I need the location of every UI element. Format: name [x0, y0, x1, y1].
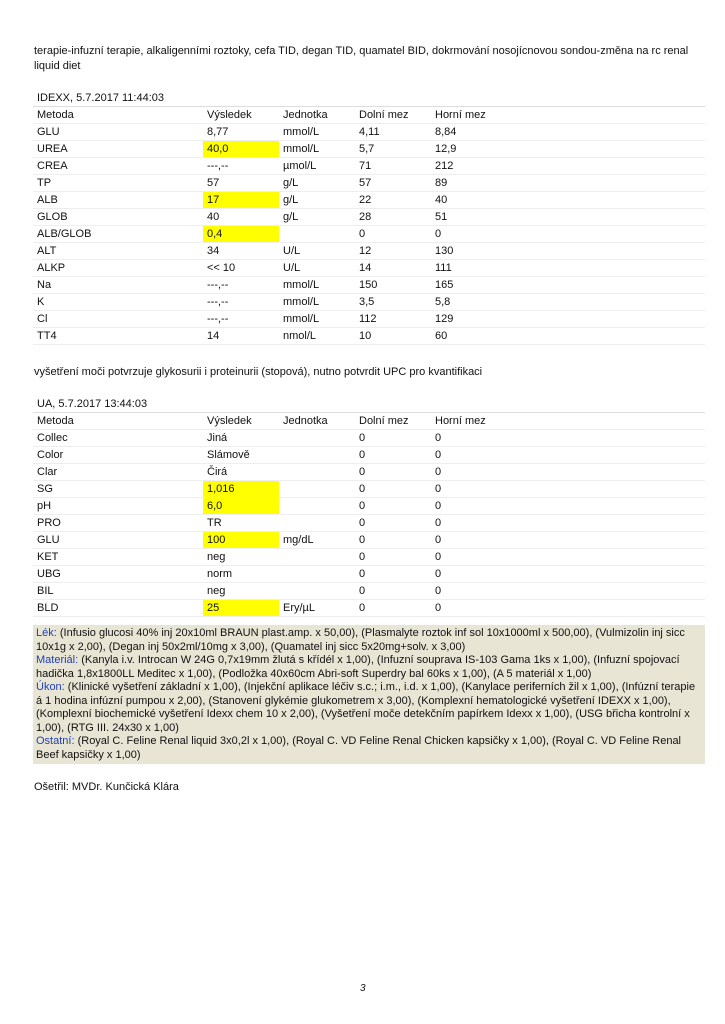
table-cell: ALB [33, 192, 203, 209]
table-row [33, 124, 705, 141]
table-row [33, 481, 705, 498]
table-cell: << 10 [203, 260, 279, 277]
table-cell: 57 [355, 175, 431, 192]
table-cell: 0 [431, 498, 705, 515]
table-cell: 40 [431, 192, 705, 209]
table-cell: TP [33, 175, 203, 192]
table-cell: 0 [431, 600, 705, 617]
billing-notes [33, 625, 705, 764]
table-cell: 0 [431, 464, 705, 481]
table-row [33, 328, 705, 345]
table-cell: ---,-- [203, 158, 279, 175]
table-cell: 34 [203, 243, 279, 260]
table-cell: TT4 [33, 328, 203, 345]
table-cell [279, 583, 355, 600]
table-header-row [33, 413, 705, 430]
table-cell: 25 [203, 600, 279, 617]
column-header: Jednotka [279, 107, 355, 124]
table-row [33, 549, 705, 566]
table-cell: µmol/L [279, 158, 355, 175]
table-row [33, 464, 705, 481]
column-header: Výsledek [203, 107, 279, 124]
table-row [33, 243, 705, 260]
table-cell: Clar [33, 464, 203, 481]
table-cell: Collec [33, 430, 203, 447]
table-cell: 60 [431, 328, 705, 345]
table-cell: 0 [431, 532, 705, 549]
table-cell [279, 464, 355, 481]
page-number: 3 [360, 983, 366, 994]
treated-by: Ošetřil: MVDr. Kunčická Klára [34, 781, 179, 793]
table-cell: ALB/GLOB [33, 226, 203, 243]
note-material: Materiál: (Kanyla i.v. Introcan W 24G 0,7x19mm žlutá s křídél x 1,00), (Infuzní souprava IS-103 Gama 1ks x 1,00), (Infuzní spojovací hadička 1,8x1800LL Meditec x 1,00), (Podložka 40x60cm Abri-soft Superdry bal 60ks x 1,00), (A 5 materiál x 1,00) [36, 654, 680, 680]
table-cell: 0 [431, 583, 705, 600]
note-medication: Lék: (Infusio glucosi 40% inj 20x10ml BRAUN plast.amp. x 50,00), (Plasmalyte roztok inf sol 10x1000ml x 500,00), (Vulmizolin inj sicc 10x1g x 2,00), (Degan inj 50x2ml/10mg x 3,00), (Quamatel inj sicc 5x20mg+solv. x 3,00) [36, 627, 685, 653]
column-header: Dolní mez [355, 107, 431, 124]
table-cell: 100 [203, 532, 279, 549]
column-header: Výsledek [203, 413, 279, 430]
table-cell: CREA [33, 158, 203, 175]
table-cell: Cl [33, 311, 203, 328]
table-cell: 40 [203, 209, 279, 226]
table-cell: 0 [355, 447, 431, 464]
table-cell: mmol/L [279, 277, 355, 294]
table-cell: ---,-- [203, 311, 279, 328]
table-cell: g/L [279, 175, 355, 192]
table-cell: 0 [431, 447, 705, 464]
table-cell: 8,84 [431, 124, 705, 141]
table-cell: 14 [355, 260, 431, 277]
table-cell [279, 430, 355, 447]
table-row [33, 311, 705, 328]
idexx-table [33, 90, 705, 345]
table-cell: mg/dL [279, 532, 355, 549]
table-cell: 0 [355, 226, 431, 243]
table-cell: ALT [33, 243, 203, 260]
table-cell: pH [33, 498, 203, 515]
table-cell: BIL [33, 583, 203, 600]
table-cell: 40,0 [203, 141, 279, 158]
table-cell: 3,5 [355, 294, 431, 311]
table-cell: 10 [355, 328, 431, 345]
table-cell: 150 [355, 277, 431, 294]
table-cell: 89 [431, 175, 705, 192]
table-cell: 0 [355, 498, 431, 515]
table-cell: 0 [431, 549, 705, 566]
note-other: Ostatní: (Royal C. Feline Renal liquid 3x0,2l x 1,00), (Royal C. VD Feline Renal Chicken kapsičky x 1,00), (Royal C. VD Feline Renal Beef kapsičky x 1,00) [36, 735, 682, 761]
table-cell: Jiná [203, 430, 279, 447]
table-cell: 0 [431, 515, 705, 532]
table-cell: 12 [355, 243, 431, 260]
table-cell: SG [33, 481, 203, 498]
table-cell: 0 [355, 515, 431, 532]
table-cell [279, 515, 355, 532]
table-cell: 71 [355, 158, 431, 175]
table-cell: 6,0 [203, 498, 279, 515]
table-cell: neg [203, 583, 279, 600]
note-procedures: Úkon: (Klinické vyšetření základní x 1,00), (Injekční aplikace léčiv s.c.; i.m., i.d. x 1,00), (Kanylace periferních žil x 1,00), (Infúzní terapie á 1 hodina infúzní pumpou x 2,00), (Stanovení glykémie glukometrem x 3,00), (Komplexní hematologické vyšetření IDEXX x 1,00), (Komplexní biochemické vyšetření Idexx chem 10 x 2,00), (Vyšetření moče detekčním papírkem Idexx x 1,00), (USG břicha kontrolní x 1,00), (RTG III. 24x30 x 1,00) [36, 681, 696, 734]
table-cell: 0 [355, 549, 431, 566]
column-header: Metoda [33, 107, 203, 124]
table-cell: 130 [431, 243, 705, 260]
table-cell: U/L [279, 260, 355, 277]
urine-note: vyšetření moči potvrzuje glykosurii i proteinurii (stopová), nutno potvrdit UPC pro kvantifikaci [34, 366, 483, 378]
table-cell [279, 549, 355, 566]
table-cell: ALKP [33, 260, 203, 277]
table-cell: 14 [203, 328, 279, 345]
table-cell [279, 498, 355, 515]
column-header: Horní mez [431, 107, 705, 124]
table-cell: 57 [203, 175, 279, 192]
table-row [33, 141, 705, 158]
table-cell: BLD [33, 600, 203, 617]
table-cell [279, 481, 355, 498]
table-cell: 28 [355, 209, 431, 226]
table-cell: PRO [33, 515, 203, 532]
table-cell: g/L [279, 209, 355, 226]
table-cell: 0 [355, 566, 431, 583]
column-header: Dolní mez [355, 413, 431, 430]
table-cell: mmol/L [279, 124, 355, 141]
table-cell: U/L [279, 243, 355, 260]
table-cell: mmol/L [279, 294, 355, 311]
table-cell: ---,-- [203, 277, 279, 294]
table-cell: 12,9 [431, 141, 705, 158]
table-row [33, 294, 705, 311]
table-cell: 0 [355, 430, 431, 447]
table-cell: ---,-- [203, 294, 279, 311]
table-cell: 0 [431, 481, 705, 498]
table-cell [279, 226, 355, 243]
table-cell: 17 [203, 192, 279, 209]
table-cell: 0,4 [203, 226, 279, 243]
table-cell: 8,77 [203, 124, 279, 141]
therapy-text: terapie-infuzní terapie, alkaligenními roztoky, cefa TID, degan TID, quamatel BID, dokrmování nosojícnovou sondou-změna na rc renal liquid diet [34, 45, 689, 72]
table-row [33, 209, 705, 226]
table-cell [279, 566, 355, 583]
table-cell: 111 [431, 260, 705, 277]
table-cell: 112 [355, 311, 431, 328]
table-cell: 1,016 [203, 481, 279, 498]
table-cell: 5,8 [431, 294, 705, 311]
table-row [33, 447, 705, 464]
table-row [33, 566, 705, 583]
table-cell: nmol/L [279, 328, 355, 345]
table-caption: UA, 5.7.2017 13:44:03 [33, 396, 705, 413]
table-cell: GLU [33, 124, 203, 141]
table-row [33, 226, 705, 243]
table-cell [279, 447, 355, 464]
table-cell: 0 [431, 226, 705, 243]
table-cell: 22 [355, 192, 431, 209]
table-cell: K [33, 294, 203, 311]
ua-table [33, 396, 705, 617]
table-row [33, 515, 705, 532]
table-cell: UBG [33, 566, 203, 583]
table-cell: 0 [355, 481, 431, 498]
table-cell: Color [33, 447, 203, 464]
table-cell: mmol/L [279, 141, 355, 158]
table-cell: GLU [33, 532, 203, 549]
table-cell: KET [33, 549, 203, 566]
table-cell: neg [203, 549, 279, 566]
table-cell: 165 [431, 277, 705, 294]
table-cell: Čirá [203, 464, 279, 481]
table-cell: 0 [355, 583, 431, 600]
column-header: Metoda [33, 413, 203, 430]
column-header: Horní mez [431, 413, 705, 430]
table-cell: 129 [431, 311, 705, 328]
table-row [33, 600, 705, 617]
table-row [33, 430, 705, 447]
table-header-row [33, 107, 705, 124]
table-cell: 0 [355, 532, 431, 549]
table-row [33, 498, 705, 515]
table-cell: 212 [431, 158, 705, 175]
table-cell: norm [203, 566, 279, 583]
table-cell: 51 [431, 209, 705, 226]
table-cell: 5,7 [355, 141, 431, 158]
table-row [33, 175, 705, 192]
table-cell: Ery/µL [279, 600, 355, 617]
table-cell: mmol/L [279, 311, 355, 328]
table-cell: Na [33, 277, 203, 294]
table-cell: 4,11 [355, 124, 431, 141]
table-cell: 0 [355, 464, 431, 481]
table-row [33, 158, 705, 175]
table-caption-row [33, 90, 705, 107]
table-cell: 0 [431, 430, 705, 447]
table-caption: IDEXX, 5.7.2017 11:44:03 [33, 90, 705, 107]
table-row [33, 532, 705, 549]
table-row [33, 583, 705, 600]
table-cell: g/L [279, 192, 355, 209]
table-cell: Slámově [203, 447, 279, 464]
table-row [33, 192, 705, 209]
table-row [33, 277, 705, 294]
table-caption-row [33, 396, 705, 413]
table-cell: TR [203, 515, 279, 532]
table-row [33, 260, 705, 277]
table-cell: 0 [355, 600, 431, 617]
table-cell: GLOB [33, 209, 203, 226]
column-header: Jednotka [279, 413, 355, 430]
table-cell: 0 [431, 566, 705, 583]
table-cell: UREA [33, 141, 203, 158]
